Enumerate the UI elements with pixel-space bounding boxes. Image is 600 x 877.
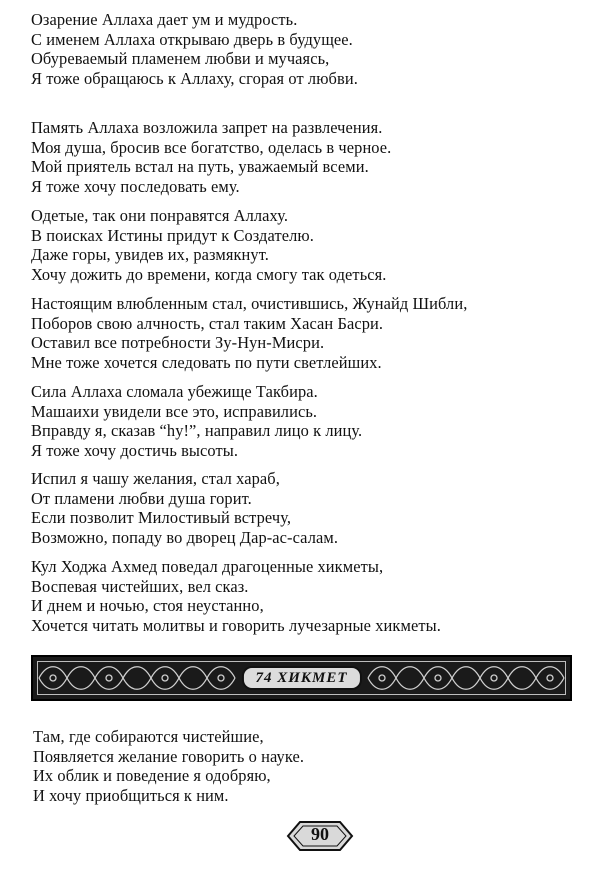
- stanza-5: [31, 382, 571, 460]
- poem-line: Я тоже хочу достичь высоты.: [31, 440, 239, 460]
- poem-line: Испил я чашу желания, стал хараб,: [31, 469, 280, 488]
- poem-line: Появляется желание говорить о науке.: [33, 746, 305, 766]
- poem-line: И хочу приобщиться к ним.: [33, 785, 229, 805]
- poem-line: Мой приятель встал на путь, уважаемый всеми.: [31, 157, 369, 177]
- poem-line: Моя душа, бросив все богатство, оделась в черное.: [31, 137, 392, 157]
- poem-line: Там, где собираются чистейшие,: [33, 727, 264, 746]
- poem-line: Я тоже обращаюсь к Аллаху, сгорая от любви.: [31, 68, 358, 88]
- section-banner: [31, 655, 572, 701]
- poem-line: Даже горы, увидев их, размякнут.: [31, 245, 269, 265]
- stanza-4: [31, 294, 571, 372]
- poem-line: Сила Аллаха сломала убежище Такбира.: [31, 382, 318, 401]
- stanza-1: [31, 10, 571, 88]
- poem-line: Память Аллаха возложила запрет на развлечения.: [31, 118, 383, 137]
- poem-line: Их облик и поведение я одобряю,: [33, 766, 271, 786]
- poem-line: Кул Ходжа Ахмед поведал драгоценные хикметы,: [31, 557, 384, 576]
- poem-line: С именем Аллаха открываю дверь в будущее.: [31, 29, 353, 49]
- poem-line: Настоящим влюбленным стал, очистившись, Жунайд Шибли,: [31, 294, 468, 313]
- poem-line: Оставил все потребности Зу-Нун-Мисри.: [31, 333, 325, 353]
- poem-line: В поисках Истины придут к Создателю.: [31, 225, 314, 245]
- poem-line: Возможно, попаду во дворец Дар-ас-салам.: [31, 527, 339, 547]
- stanza-6: [31, 469, 571, 547]
- poem-line: Если позволит Милостивый встречу,: [31, 508, 292, 528]
- poem-line: Вправду я, сказав “hy!”, направил лицо к лицу.: [31, 421, 363, 441]
- poem-line: Хочу дожить до времени, когда смогу так одеться.: [31, 264, 387, 284]
- stanza-2: [31, 118, 571, 196]
- poem-line: Воспевая чистейших, вел сказ.: [31, 576, 249, 596]
- poem-line: Машаихи увидели все это, исправились.: [31, 401, 318, 421]
- stanza-7: [31, 557, 571, 635]
- poem-line: Хочется читать молитвы и говорить лучезарные хикметы.: [31, 615, 441, 635]
- poem-line: Я тоже хочу последовать ему.: [31, 176, 240, 196]
- poem-line: От пламени любви душа горит.: [31, 488, 252, 508]
- page-number-ornament: [284, 818, 356, 854]
- stanza-8: [33, 727, 573, 805]
- stanza-3: [31, 206, 571, 284]
- poem-line: Озарение Аллаха дает ум и мудрость.: [31, 10, 298, 29]
- poem-line: Мне тоже хочется следовать по пути светлейших.: [31, 352, 382, 372]
- poem-line: И днем и ночью, стоя неустанно,: [31, 596, 264, 616]
- poem-line: Поборов свою алчность, стал таким Хасан Басри.: [31, 313, 384, 333]
- poem-line: Обуреваемый пламенем любви и мучаясь,: [31, 49, 330, 69]
- banner-title-plate: [241, 666, 361, 690]
- page-number: 90: [311, 824, 329, 844]
- section-title: 74 ХИКМЕТ: [255, 670, 348, 686]
- poem-line: Одетые, так они понравятся Аллаху.: [31, 206, 289, 225]
